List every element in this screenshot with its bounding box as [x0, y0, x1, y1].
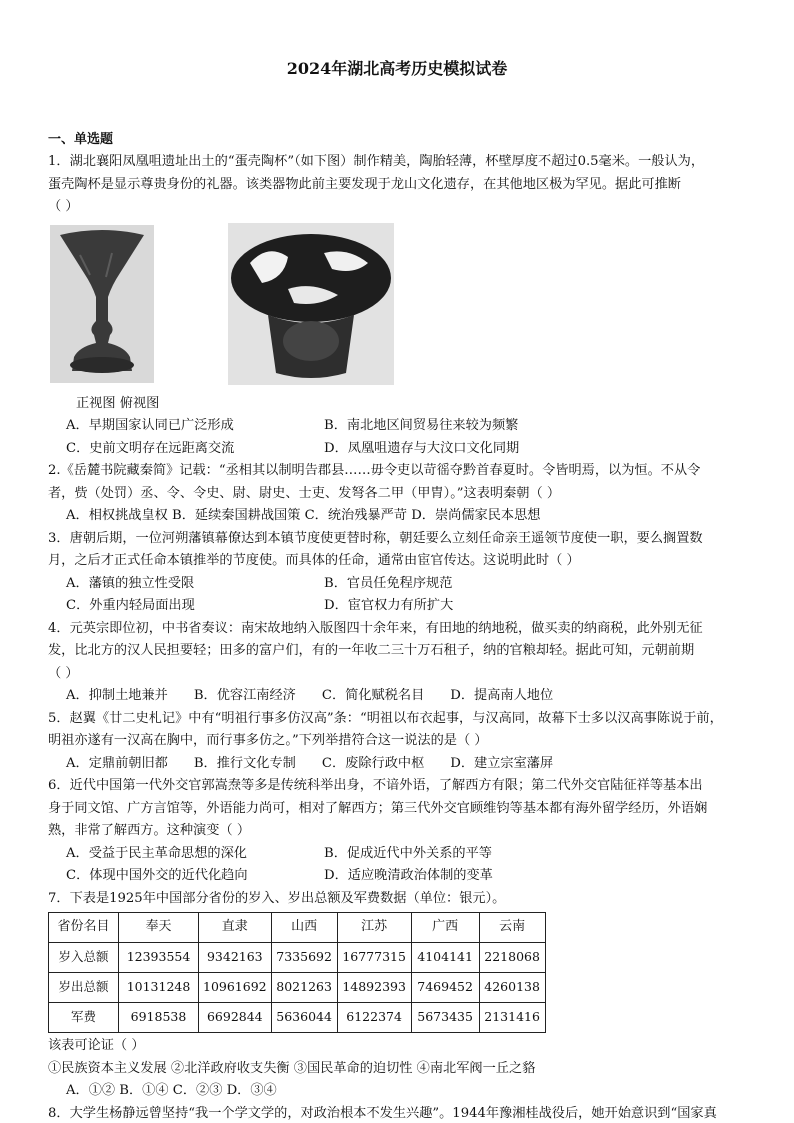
question-text: 月，之后才正式任命本镇推举的节度使。而具体的任命，通常由宦官传达。这说明此时（ ） [48, 553, 580, 568]
option-c[interactable]: C．体现中国外交的近代化趋向 [66, 868, 248, 883]
option-d[interactable]: D．适应晚清政治体制的变革 [324, 868, 493, 883]
option-a[interactable]: A．早期国家认同已广泛形成 [66, 418, 234, 433]
statement-list: ①民族资本主义发展 ②北洋政府收支失衡 ③国民革命的迫切性 ④南北军阀一丘之貉 [48, 1060, 536, 1076]
options[interactable]: A．相权挑战皇权 B．延续秦国耕战国策 C．统治残暴严苛 D．崇尚儒家民本思想 [66, 508, 541, 523]
table-header: 山西 [271, 913, 337, 943]
table-cell: 6122374 [337, 1003, 411, 1033]
question-text: 5．赵翼《廿二史札记》中有“明祖行事多仿汉高”条：“明祖以布衣起事，与汉高同，故幕下士多以汉高事陈说于前， [48, 710, 723, 726]
question-text: 发，比北方的汉人民担要轻；田多的富户们，有的一年收二三十万石租子，纳的官粮却轻。据此可知，元朝前期 [48, 643, 695, 658]
question-text: 身于同文馆、广方言馆等，外语能力尚可，相对了解西方；第三代外交官顾维钧等基本都有海外留学经历，外语娴 [48, 800, 708, 816]
question-5 [48, 708, 754, 776]
image-captions [48, 393, 754, 416]
table-row [49, 973, 546, 1003]
question-4 [48, 618, 754, 708]
table-header: 省份名目 [49, 913, 119, 943]
exam-content [48, 129, 754, 1123]
front-view-photo [50, 225, 154, 383]
option-a[interactable]: A．藩镇的独立性受限 [66, 575, 195, 591]
table-header: 江苏 [337, 913, 411, 943]
question-text: 6．近代中国第一代外交官郭嵩焘等多是传统科举出身，不谙外语，了解西方有限；第二代外交官陆征祥等基本出 [48, 778, 703, 793]
table-cell: 14892393 [337, 973, 411, 1003]
table-cell: 4104141 [411, 943, 479, 973]
option-d[interactable]: D．建立宗室藩屏 [450, 755, 554, 771]
option-b[interactable]: B．促成近代中外关系的平等 [324, 845, 492, 861]
table-cell: 12393554 [119, 943, 199, 973]
question-2 [48, 460, 754, 528]
table-cell: 7469452 [411, 973, 479, 1003]
table-cell: 10131248 [119, 973, 199, 1003]
question-text: 者，赀（处罚）丞、令、令史、尉、尉史、士吏、发弩各二甲（甲胄）。”这表明秦朝（ ） [48, 485, 561, 501]
question-3 [48, 528, 754, 618]
question-1 [48, 151, 754, 460]
question-text: 3．唐朝后期，一位河朔藩镇幕僚达到本镇节度使更替时称，朝廷要么立刻任命亲王遥领节度使一职，要么搁置数 [48, 530, 703, 546]
table-cell: 9342163 [199, 943, 272, 973]
table-cell: 6918538 [119, 1003, 199, 1033]
question-blank: （ ） [48, 665, 79, 681]
cup-images [48, 223, 754, 393]
question-text: 1．湖北襄阳凤凰咀遗址出土的“蛋壳陶杯”（如下图）制作精美，陶胎轻薄，杯壁厚度不超过0.5毫米。一般认为， [48, 154, 705, 169]
question-8 [48, 1103, 754, 1123]
question-6 [48, 775, 754, 888]
option-c[interactable]: C．史前文明存在远距离交流 [66, 440, 235, 456]
table-header: 云南 [479, 913, 545, 943]
options [48, 843, 754, 888]
table-cell: 5673435 [411, 1003, 479, 1033]
table-cell: 岁出总额 [49, 973, 119, 1003]
table-row [49, 943, 546, 973]
table-header: 直隶 [199, 913, 272, 943]
options [48, 685, 754, 708]
section-heading: 一、单选题 [48, 132, 114, 147]
table-cell: 2218068 [479, 943, 545, 973]
caption-top-view: 俯视图 [119, 395, 160, 411]
page-title: 2024年湖北高考历史模拟试卷 [286, 59, 508, 78]
question-text: 7．下表是1925年中国部分省份的岁入、岁出总额及军费数据（单位：银元）。 [48, 890, 506, 906]
option-d[interactable]: D．提高南人地位 [450, 688, 554, 703]
question-text: 熟，非常了解西方。这种演变（ ） [48, 823, 251, 838]
table-cell: 军费 [49, 1003, 119, 1033]
question-blank: （ ） [48, 199, 79, 214]
option-b[interactable]: B．南北地区间贸易往来较为频繁 [324, 418, 519, 433]
option-a[interactable]: A．受益于民主革命思想的深化 [66, 845, 247, 861]
question-text: 该表可论证（ ） [48, 1038, 145, 1053]
option-a[interactable]: A．抑制土地兼并 [66, 688, 168, 703]
option-c[interactable]: C．简化赋税名目 [321, 688, 425, 703]
revenue-table [48, 912, 546, 1033]
table-cell: 5636044 [271, 1003, 337, 1033]
table-header: 广西 [411, 913, 479, 943]
table-row [49, 1003, 546, 1033]
options[interactable]: A．①② B．①④ C．②③ D．③④ [66, 1083, 277, 1098]
caption-front-view: 正视图 [76, 395, 116, 411]
option-a[interactable]: A．定鼎前朝旧都 [66, 755, 168, 771]
table-header: 奉天 [119, 913, 199, 943]
option-c[interactable]: C．废除行政中枢 [321, 755, 425, 771]
top-view-photo [228, 223, 394, 385]
question-text: 明祖亦遂有一汉高在胸中，而行事多仿之。”下列举措符合这一说法的是（ ） [48, 733, 488, 748]
option-d[interactable]: D．宦官权力有所扩大 [324, 598, 454, 613]
option-c[interactable]: C．外重内轻局面出现 [66, 598, 195, 613]
question-text: 4．元英宗即位初，中书省奏议：南宋故地纳入版图四十余年来，有田地的纳地税，做买卖的纳商税，此外别无征 [48, 620, 703, 636]
table-cell: 16777315 [337, 943, 411, 973]
option-b[interactable]: B．优容江南经济 [193, 688, 296, 703]
table-cell: 6692844 [199, 1003, 272, 1033]
options [48, 415, 754, 460]
option-d[interactable]: D．凤凰咀遗存与大汶口文化同期 [324, 440, 520, 456]
option-b[interactable]: B．推行文化专制 [193, 755, 296, 771]
table-cell: 10961692 [199, 973, 272, 1003]
table-cell: 8021263 [271, 973, 337, 1003]
table-header-row [49, 913, 546, 943]
question-7 [48, 888, 754, 1103]
options [48, 573, 754, 618]
option-b[interactable]: B．官员任免程序规范 [324, 575, 453, 591]
table-cell: 4260138 [479, 973, 545, 1003]
question-text: 8．大学生杨静远曾坚持“我一个学文学的，对政治根本不发生兴趣”。1944年豫湘桂战役后，她开始意识到“国家真 [48, 1105, 717, 1121]
question-text: 2.《岳麓书院藏秦简》记载：“丞相其以制明告郡县……毋令吏以苛徭夺黔首春夏时。令皆明焉，以为恒。不从令 [48, 463, 701, 478]
table-cell: 2131416 [479, 1003, 545, 1033]
question-text: 蛋壳陶杯是显示尊贵身份的礼器。该类器物此前主要发现于龙山文化遗存，在其他地区极为罕见。据此可推断 [48, 176, 681, 192]
options [48, 753, 754, 776]
table-cell: 岁入总额 [49, 943, 119, 973]
table-cell: 7335692 [271, 943, 337, 973]
